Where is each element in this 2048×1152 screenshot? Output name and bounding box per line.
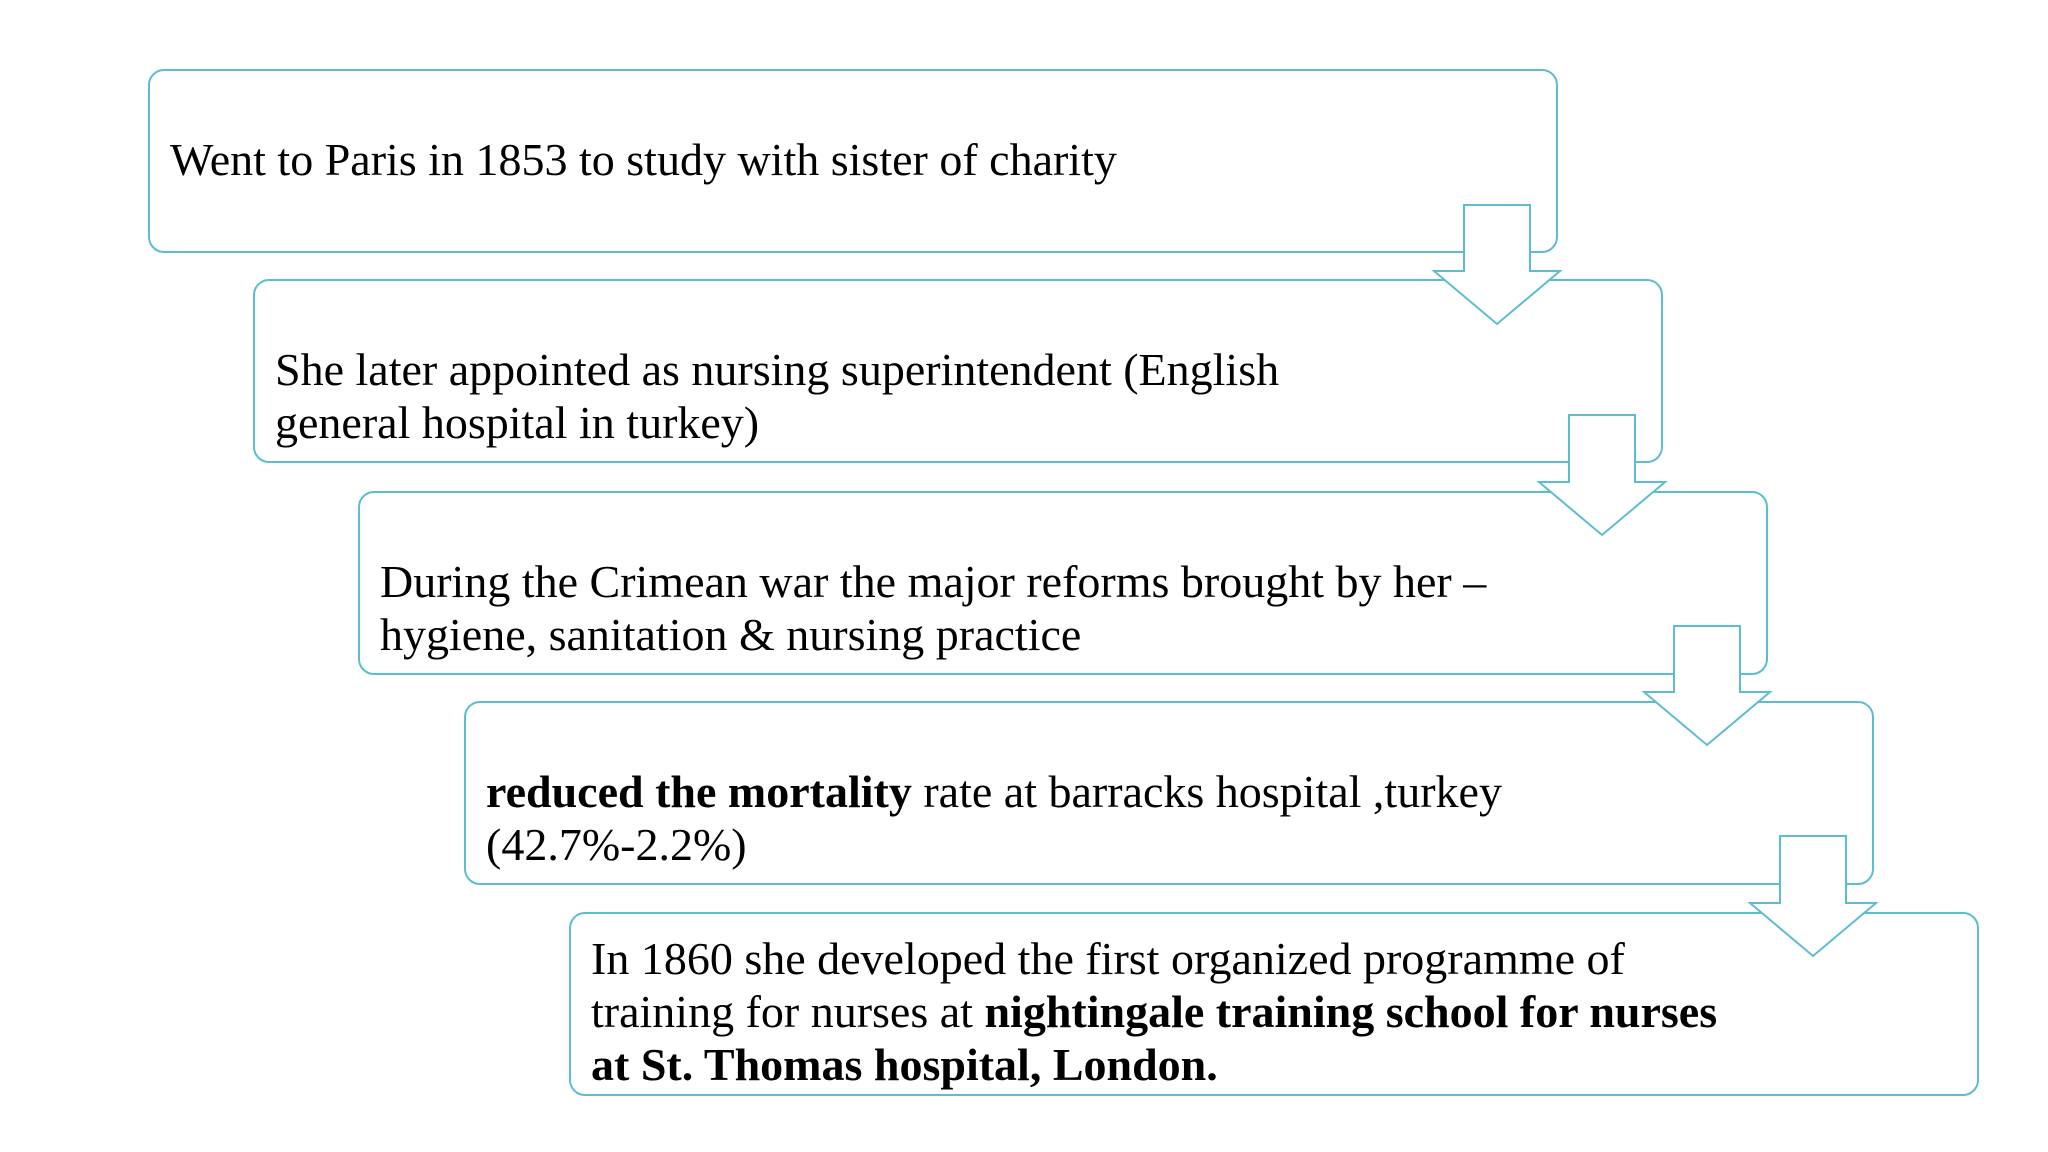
step-3-label: During the Crimean war the major reforms brought by her –hygiene, sanitation & nursing practice bbox=[380, 556, 1487, 660]
step-1-text bbox=[170, 133, 1310, 186]
step-1-label: Went to Paris in 1853 to study with sister of charity bbox=[170, 134, 1117, 185]
step-2-text bbox=[275, 343, 1415, 449]
step-3-text bbox=[380, 555, 1520, 661]
step-5-bold-text: nightingale training school for nurses at St. Thomas hospital, London. bbox=[591, 986, 1718, 1090]
step-2-label: She later appointed as nursing superintendent (English general hospital in turkey) bbox=[275, 344, 1280, 448]
step-4-text bbox=[486, 765, 1626, 871]
step-box-4 bbox=[464, 701, 1874, 885]
step-box-2 bbox=[253, 279, 1663, 463]
step-5-label: In 1860 she developed the first organized programme of training for nurses at bbox=[591, 933, 1625, 1037]
step-4-label: rate at barracks hospital ,turkey (42.7%-2.2%) bbox=[486, 766, 1502, 870]
step-box-3 bbox=[358, 491, 1768, 675]
step-5-text bbox=[591, 932, 1731, 1091]
step-box-1 bbox=[148, 69, 1558, 253]
step-4-bold-text: reduced the mortality bbox=[486, 766, 912, 817]
step-box-5 bbox=[569, 912, 1979, 1096]
